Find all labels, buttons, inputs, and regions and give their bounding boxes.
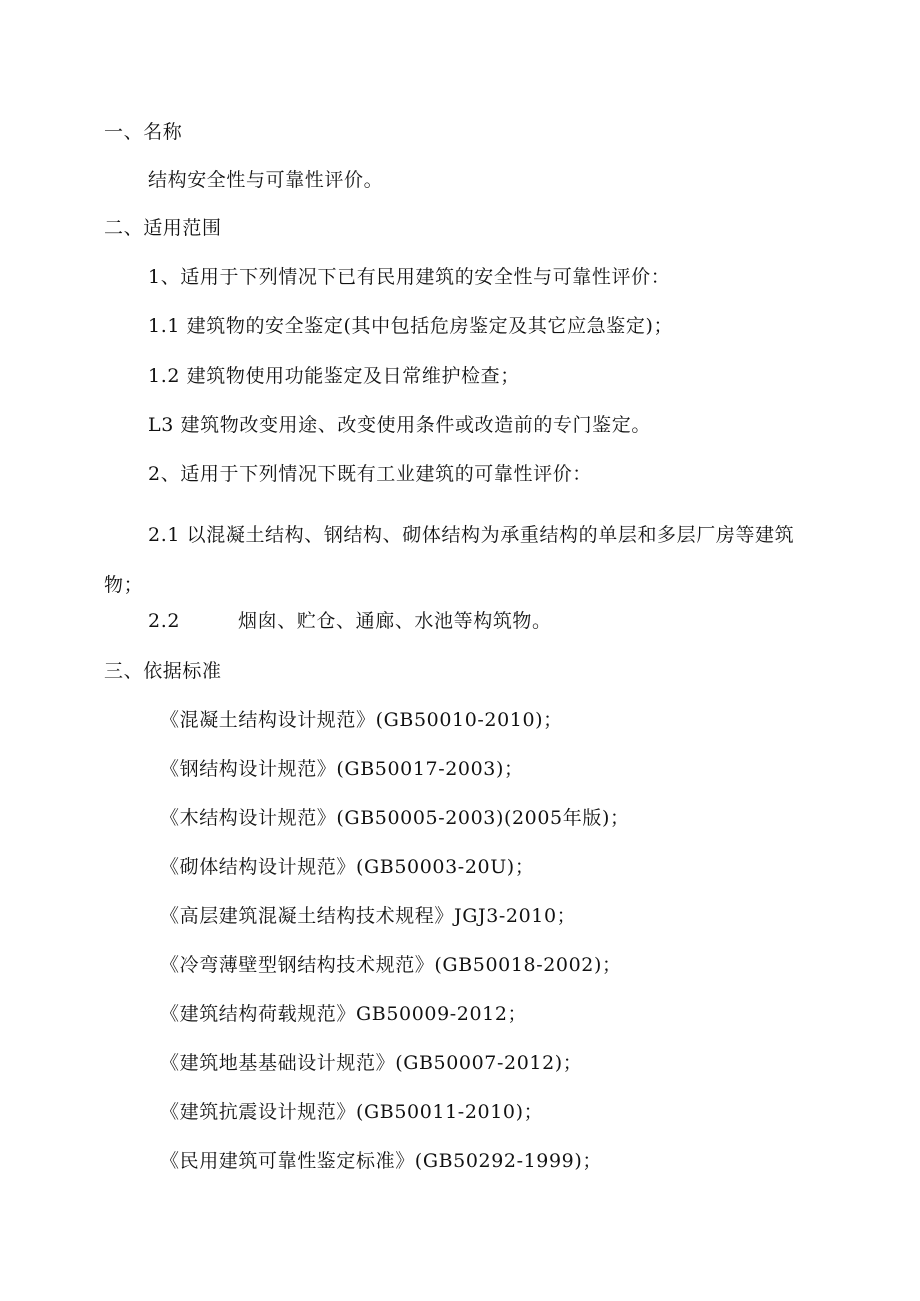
- standard-item: 《钢结构设计规范》(GB50017-2003)；: [160, 758, 524, 780]
- standard-item: 《高层建筑混凝土结构技术规程》JGJ3-2010；: [160, 905, 577, 927]
- standard-item: 《冷弯薄壁型钢结构技术规范》(GB50018-2002)；: [160, 954, 622, 976]
- section-3-heading: 三、依据标准: [104, 660, 222, 682]
- scope-item-1-3: L3 建筑物改变用途、改变使用条件或改造前的专门鉴定。: [148, 414, 651, 436]
- scope-item-2: 2、适用于下列情况下既有工业建筑的可靠性评价：: [148, 463, 592, 485]
- standard-item: 《混凝土结构设计规范》(GB50010-2010)；: [160, 709, 563, 731]
- standard-item: 《建筑结构荷载规范》GB50009-2012；: [160, 1003, 528, 1025]
- section-1-heading: 一、名称: [104, 121, 183, 143]
- scope-item-2-2-text: 烟囱、贮仓、通廊、水池等构筑物。: [238, 610, 552, 632]
- standard-item: 《砌体结构设计规范》(GB50003-20U)；: [160, 856, 535, 878]
- standard-item: 《木结构设计规范》(GB50005-2003)(2005年版)；: [160, 807, 630, 829]
- scope-item-1-1: 1.1 建筑物的安全鉴定(其中包括危房鉴定及其它应急鉴定)；: [148, 315, 674, 337]
- standard-item: 《建筑抗震设计规范》(GB50011-2010)；: [160, 1101, 544, 1123]
- standard-item: 《建筑地基基础设计规范》(GB50007-2012)；: [160, 1052, 583, 1074]
- scope-item-2-2: [148, 609, 552, 633]
- section-1-text: 结构安全性与可靠性评价。: [148, 169, 384, 191]
- standard-item: 《民用建筑可靠性鉴定标准》(GB50292-1999)；: [160, 1150, 602, 1172]
- scope-item-1-2: 1.2 建筑物使用功能鉴定及日常维护检查；: [148, 365, 520, 387]
- scope-item-2-2-number: 2.2: [148, 610, 181, 632]
- scope-item-2-1: 2.1 以混凝土结构、钢结构、砌体结构为承重结构的单层和多层厂房等建筑物；: [104, 524, 795, 596]
- section-2-heading: 二、适用范围: [104, 217, 222, 239]
- scope-item-1: 1、适用于下列情况下已有民用建筑的安全性与可靠性评价：: [148, 266, 671, 288]
